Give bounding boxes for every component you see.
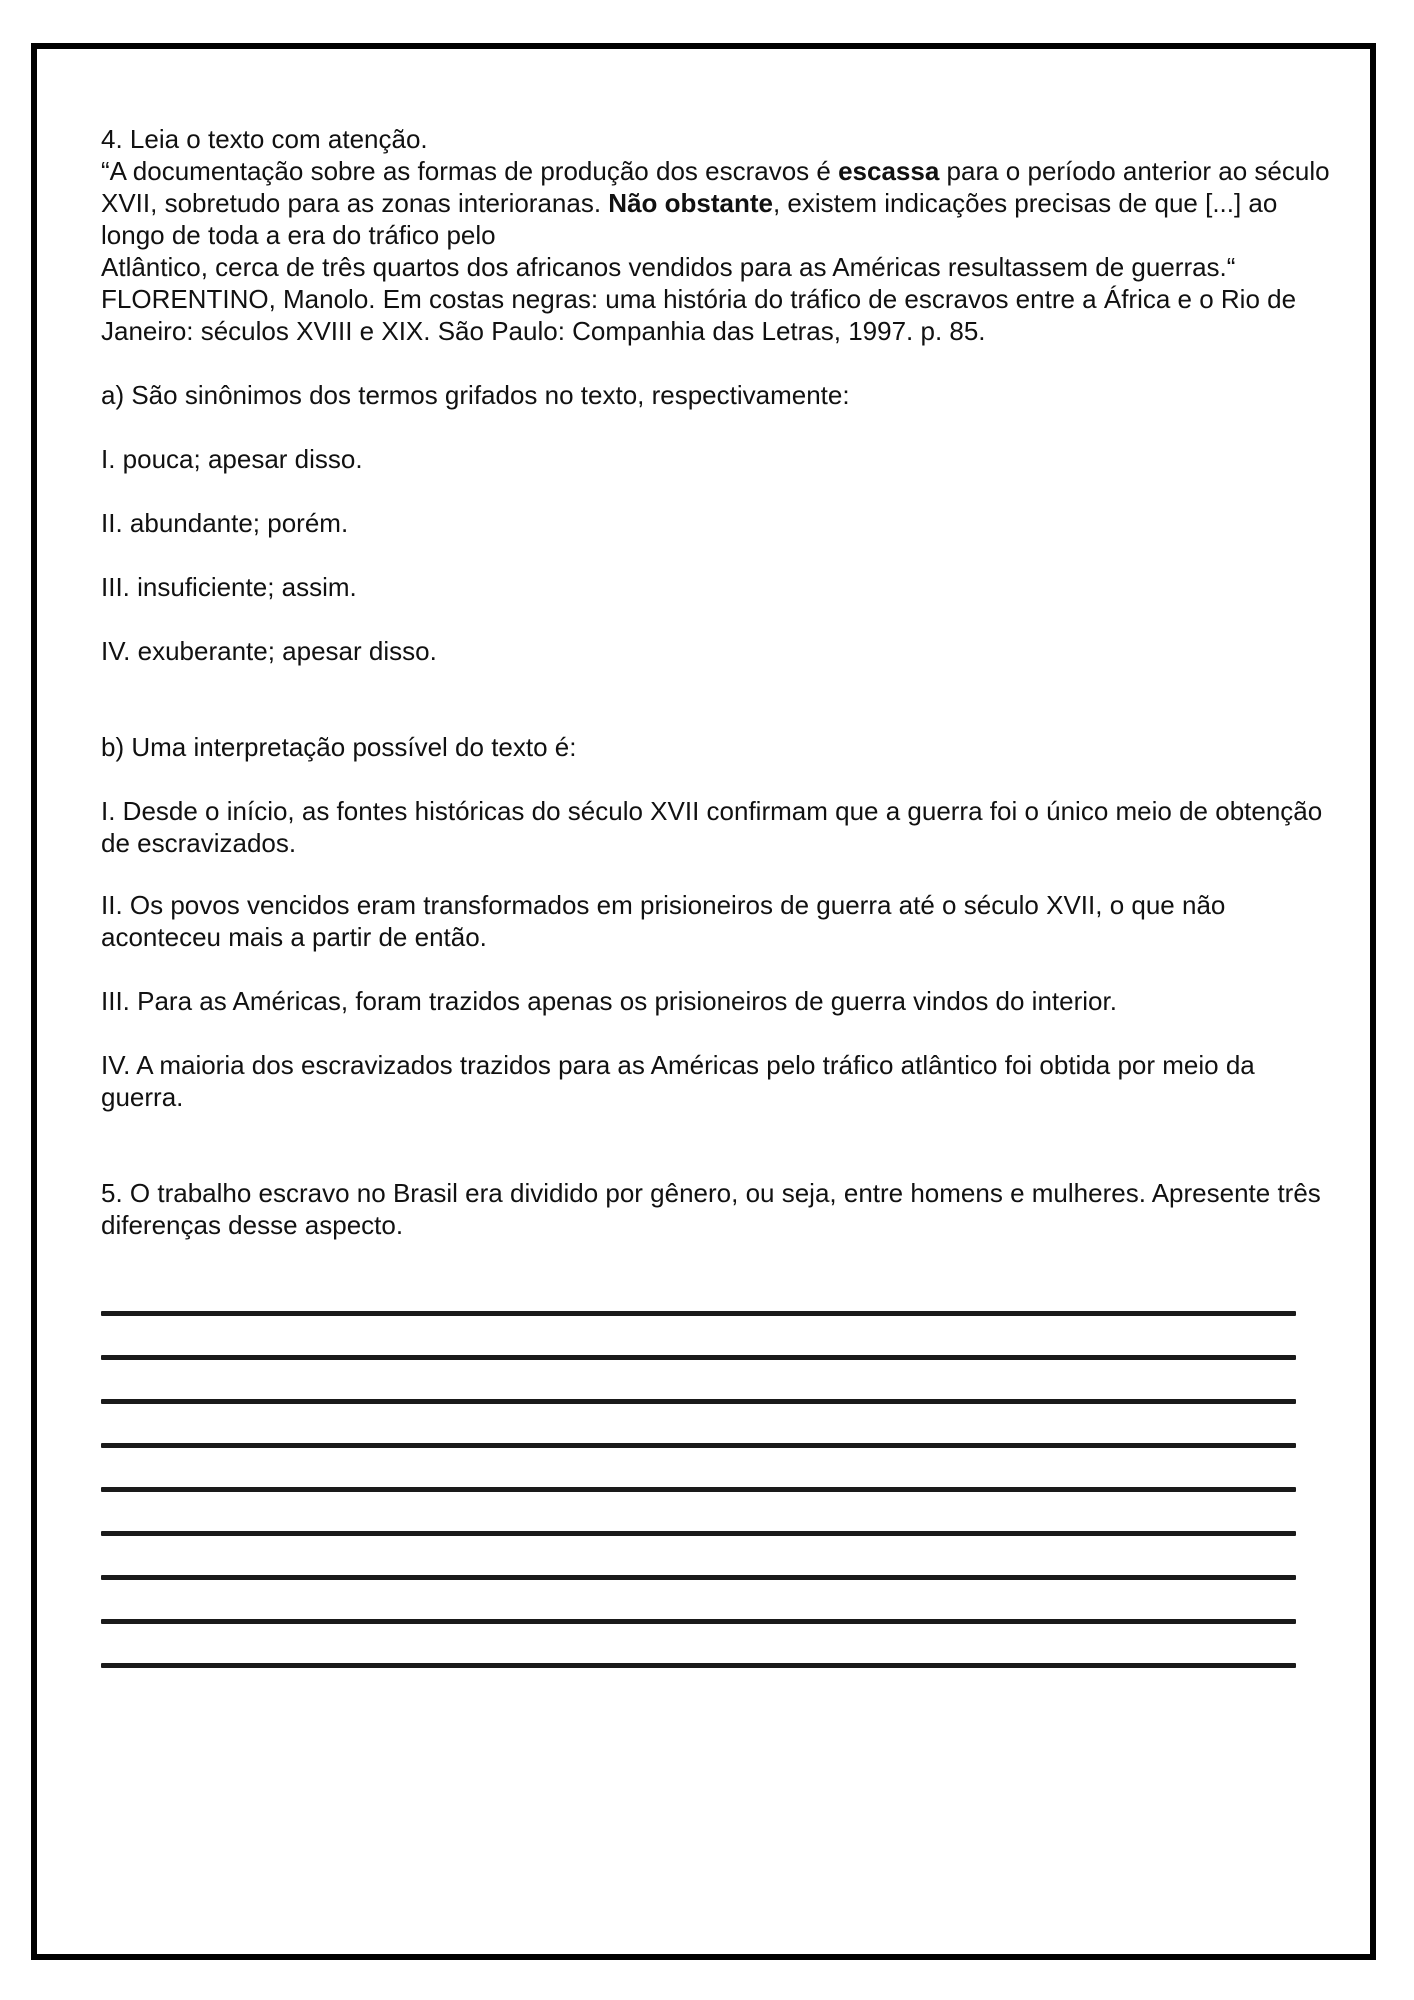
answer-line[interactable] bbox=[101, 1575, 1296, 1580]
answer-line[interactable] bbox=[101, 1487, 1296, 1492]
answer-line[interactable] bbox=[101, 1399, 1296, 1404]
option-4a-1: I. pouca; apesar disso. bbox=[101, 444, 363, 474]
answer-line[interactable] bbox=[101, 1531, 1296, 1536]
answer-line[interactable] bbox=[101, 1355, 1296, 1360]
question-4b-prompt: b) Uma interpretação possível do texto é: bbox=[101, 732, 577, 762]
quote-citation: FLORENTINO, Manolo. Em costas negras: uma história do tráfico de escravos entre a África e o Rio de Janeiro: séculos XVIII e XIX. São Paulo: Companhia das Letras, 1997. p. 85. bbox=[101, 284, 1297, 346]
option-4b-4: IV. A maioria dos escravizados trazidos para as Américas pelo tráfico atlântico foi obtida por meio da guerra. bbox=[101, 1050, 1255, 1112]
answer-line[interactable] bbox=[101, 1311, 1296, 1316]
answer-line[interactable] bbox=[101, 1443, 1296, 1448]
quote-highlight-escassa: escassa bbox=[838, 156, 940, 186]
option-4a-2: II. abundante; porém. bbox=[101, 508, 349, 538]
answer-area[interactable] bbox=[101, 1311, 1296, 1707]
answer-line[interactable] bbox=[101, 1619, 1296, 1624]
question-5-prompt: 5. O trabalho escravo no Brasil era dividido por gênero, ou seja, entre homens e mulheres. Apresente três diferenças desse aspecto. bbox=[101, 1178, 1321, 1240]
question-4-quote-continued: Atlântico, cerca de três quartos dos africanos vendidos para as Américas resultassem de guerras.“ bbox=[101, 252, 1236, 282]
quote-text: para o período anterior ao século XVII, sobretudo para as zonas interioranas. bbox=[101, 156, 1330, 218]
question-4-quote bbox=[101, 155, 1331, 251]
option-4a-4: IV. exuberante; apesar disso. bbox=[101, 636, 437, 666]
option-4a-3: III. insuficiente; assim. bbox=[101, 572, 357, 602]
answer-line[interactable] bbox=[101, 1663, 1296, 1668]
option-4b-3: III. Para as Américas, foram trazidos apenas os prisioneiros de guerra vindos do interior. bbox=[101, 986, 1117, 1016]
option-4b-2: II. Os povos vencidos eram transformados em prisioneiros de guerra até o século XVII, o que não aconteceu mais a partir de então. bbox=[101, 890, 1226, 952]
quote-text: “A documentação sobre as formas de produção dos escravos é bbox=[101, 156, 839, 186]
quote-text: , existem indicações precisas de que [...] ao longo de toda a era do tráfico pelo bbox=[101, 188, 1278, 250]
option-4b-1: I. Desde o início, as fontes históricas do século XVII confirmam que a guerra foi o único meio de obtenção de escravizados. bbox=[101, 796, 1323, 858]
quote-highlight-nao-obstante: Não obstante bbox=[608, 188, 773, 218]
question-4a-prompt: a) São sinônimos dos termos grifados no texto, respectivamente: bbox=[101, 380, 850, 410]
worksheet-content bbox=[101, 123, 1331, 1241]
question-4-title: 4. Leia o texto com atenção. bbox=[101, 124, 428, 154]
